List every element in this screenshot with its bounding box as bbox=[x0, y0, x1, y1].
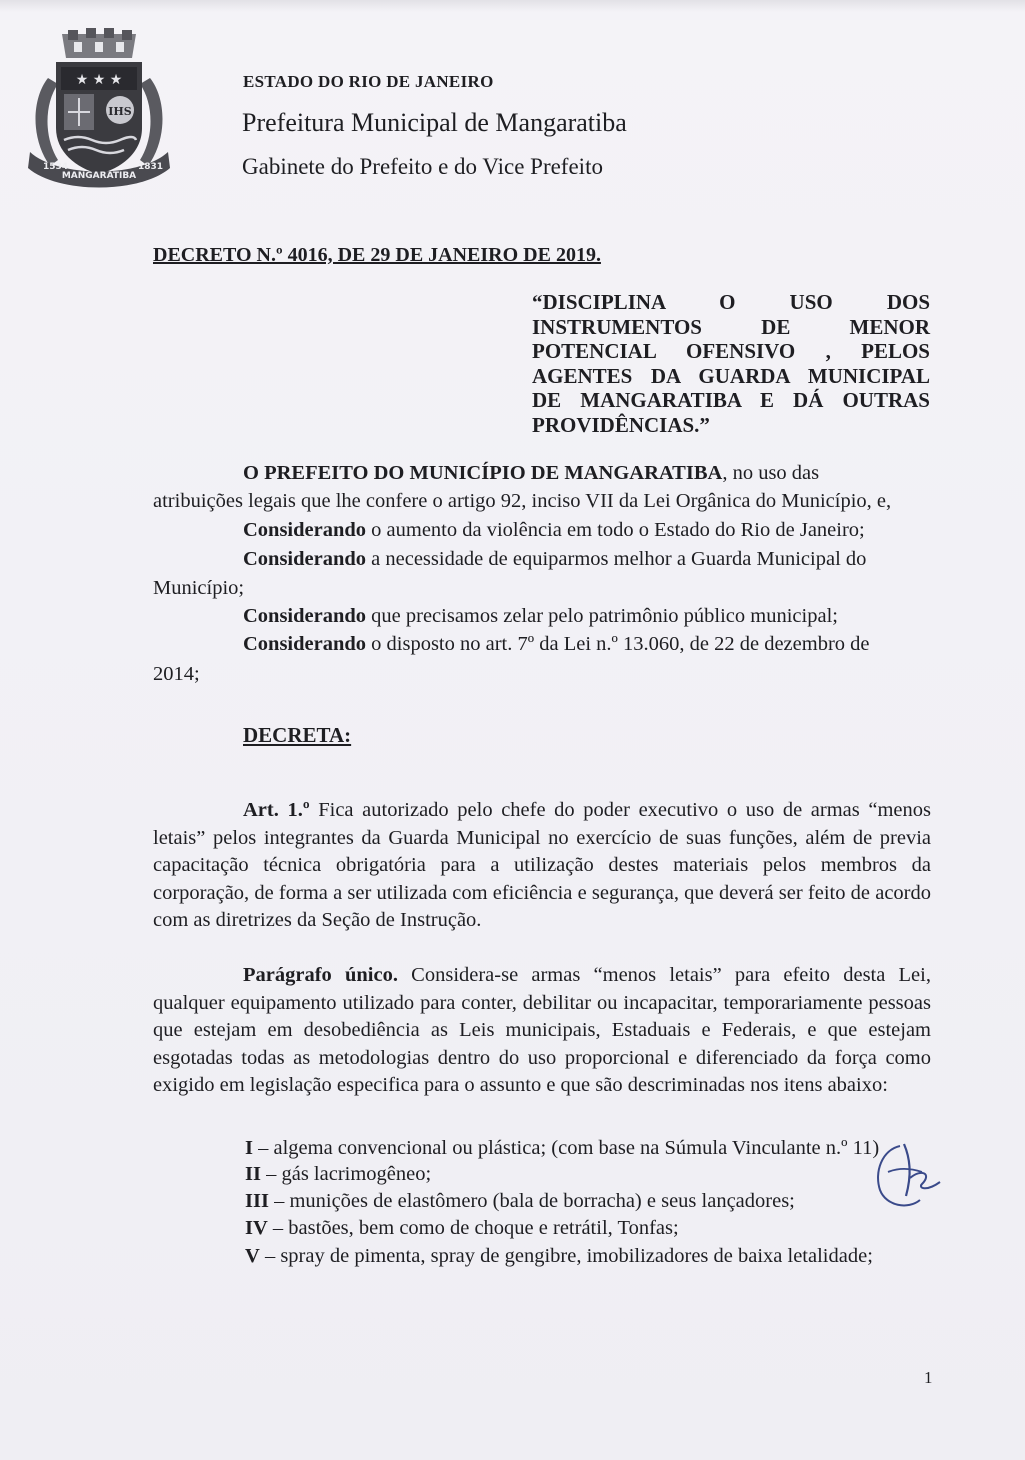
decree-ementa bbox=[532, 290, 930, 438]
decreta-heading: DECRETA: bbox=[243, 723, 352, 747]
considerando-3 bbox=[243, 605, 838, 628]
considerando-text: a necessidade de equiparmos melhor a Guarda Municipal do bbox=[366, 548, 867, 570]
ementa-line: PROVIDÊNCIAS.” bbox=[532, 412, 710, 437]
crest-name: MANGARATIBA bbox=[61, 171, 137, 181]
item-number: IV bbox=[245, 1217, 268, 1239]
header-state: ESTADO DO RIO DE JANEIRO bbox=[243, 72, 494, 91]
item-number: V bbox=[245, 1245, 260, 1267]
considerando-text: o aumento da violência em todo o Estado do Rio de Janeiro; bbox=[366, 519, 865, 541]
list-item bbox=[245, 1245, 873, 1268]
item-text: – bastões, bem como de choque e retrátil, Tonfas; bbox=[267, 1217, 679, 1239]
paragrafo-text: Considera-se armas “menos letais” para efeito desta Lei, qualquer equipamento utilizado para conter, debilitar ou incapacitar, temporariamente pessoas que estejam em desobediência as Leis municipais, Estaduais e Federais, e que estejam esgotadas todas as metodologias dentro do uso proporcional e diferenciado da força como exigido em legislação especifica para o assunto e que são descriminadas nos itens abaixo: bbox=[153, 964, 931, 1097]
considerando-2 bbox=[243, 548, 866, 571]
scan-edge-shadow bbox=[0, 0, 1025, 12]
signature-initials-icon bbox=[870, 1138, 950, 1218]
list-item bbox=[245, 1190, 795, 1213]
ementa-line: AGENTES DA GUARDA MUNICIPAL bbox=[532, 363, 930, 388]
list-item bbox=[245, 1217, 679, 1240]
considerando-4-cont: 2014; bbox=[153, 663, 200, 685]
item-text: – spray de pimenta, spray de gengibre, imobilizadores de baixa letalidade; bbox=[259, 1245, 873, 1267]
item-text: – gás lacrimogêneo; bbox=[260, 1163, 432, 1185]
page-number: 1 bbox=[924, 1368, 933, 1387]
ementa-line: DE MANGARATIBA E DÁ OUTRAS bbox=[532, 388, 930, 413]
considerando-label: Considerando bbox=[243, 519, 367, 541]
item-number: I bbox=[245, 1137, 253, 1159]
paragrafo-unico bbox=[153, 962, 931, 1100]
considerando-label: Considerando bbox=[243, 548, 367, 570]
paragrafo-label: Parágrafo único. bbox=[243, 964, 398, 986]
decree-title: DECRETO N.º 4016, DE 29 DE JANEIRO DE 2019. bbox=[153, 244, 601, 266]
considerando-label: Considerando bbox=[243, 605, 367, 627]
crest-year-right: 1831 bbox=[138, 162, 164, 172]
considerando-text: o disposto no art. 7º da Lei n.º 13.060, de 22 de dezembro de bbox=[366, 633, 870, 655]
preamble-authority: O PREFEITO DO MUNICÍPIO DE MANGARATIBA bbox=[243, 462, 723, 484]
list-item bbox=[245, 1137, 879, 1160]
item-number: III bbox=[245, 1190, 269, 1212]
considerando-4 bbox=[243, 633, 870, 656]
article-1 bbox=[153, 797, 931, 935]
considerando-1 bbox=[243, 519, 865, 542]
ementa-line: POTENCIAL OFENSIVO , PELOS bbox=[532, 339, 930, 364]
considerando-2-cont: Município; bbox=[153, 577, 245, 599]
item-text: – algema convencional ou plástica; (com base na Súmula Vinculante n.º 11) bbox=[252, 1137, 880, 1159]
article-1-label: Art. 1.º bbox=[243, 799, 310, 821]
considerando-text: que precisamos zelar pelo patrimônio público municipal; bbox=[366, 605, 838, 627]
preamble-text: , no uso das bbox=[722, 462, 820, 484]
list-item bbox=[245, 1163, 431, 1186]
considerando-label: Considerando bbox=[243, 633, 367, 655]
article-1-text: Fica autorizado pelo chefe do poder executivo o uso de armas “menos letais” pelos integrantes da Guarda Municipal no exercício de suas funções, além de previa capacitação técnica obrigatória para a utilização destes materiais pelos membros da corporação, de forma a ser utilizada com eficiência e segurança, que deverá ser feito de acordo com as diretrizes da Seção de Instrução. bbox=[153, 799, 931, 932]
coat-of-arms-icon bbox=[28, 28, 170, 188]
crest-year-left: 1534 bbox=[43, 162, 69, 172]
preamble-line-2: atribuições legais que lhe confere o artigo 92, inciso VII da Lei Orgânica do Município, e, bbox=[153, 490, 892, 512]
item-number: II bbox=[245, 1163, 261, 1185]
preamble-line-1 bbox=[243, 462, 819, 485]
ementa-line: “DISCIPLINA O USO DOS bbox=[532, 290, 930, 314]
ementa-line: INSTRUMENTOS DE MENOR bbox=[532, 314, 930, 339]
crest-monogram: IHS bbox=[108, 105, 132, 118]
header-gabinete: Gabinete do Prefeito e do Vice Prefeito bbox=[242, 154, 603, 179]
header-prefeitura: Prefeitura Municipal de Mangaratiba bbox=[242, 108, 627, 137]
crest-stars: ★ ★ ★ bbox=[75, 72, 123, 88]
item-text: – munições de elastômero (bala de borracha) e seus lançadores; bbox=[268, 1190, 795, 1212]
